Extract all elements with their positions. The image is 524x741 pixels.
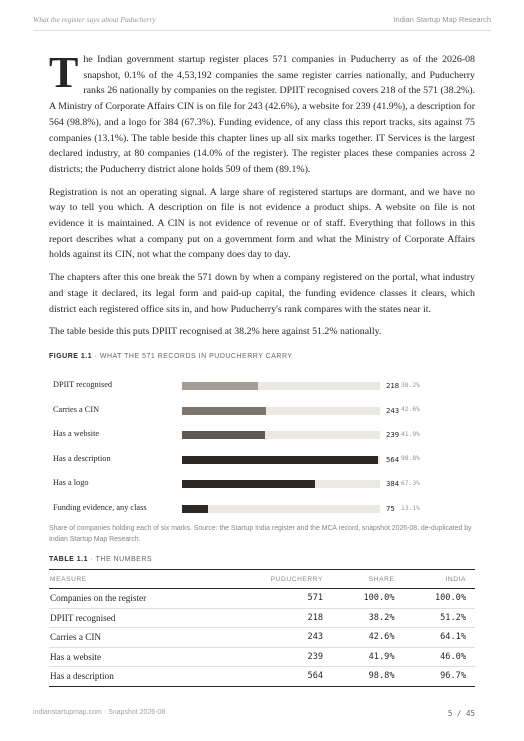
cell-share: 41.9% [332,647,403,667]
bar [182,480,315,488]
paragraph-4: The table beside this puts DPIIT recognised at 38.2% here against 51.2% nationally. [49,326,382,338]
bar-row [49,479,475,489]
cell-measure: Has a website [49,647,222,667]
cell-measure: Has a description [49,667,222,687]
cell-share: 98.8% [332,667,403,687]
bar-track [182,505,380,513]
drop-cap: T [49,48,79,97]
bar-count-label: 384 [386,479,400,489]
bar-count-label: 564 [386,454,400,464]
bar-percent-label: 38.2% [401,381,420,389]
cell-india: 100.0% [404,589,476,609]
cell-puducherry: 571 [222,589,332,609]
bar-label: Has a logo [53,478,89,488]
bar-track [182,407,380,415]
bar-row [49,504,475,514]
bar-percent-label: 67.3% [401,479,420,487]
bar-row [49,430,475,440]
bar-count-label: 218 [386,381,400,390]
bar-percent-label: 98.8% [401,455,420,463]
table-row [49,647,475,667]
bar-track [182,431,380,439]
cell-india: 46.0% [404,647,476,667]
bar [182,431,265,439]
bar-label: DPIIT recognised [53,380,113,389]
bar [182,456,378,464]
col-header-measure: MEASURE [49,570,222,589]
bar-row [49,406,475,416]
table-title: THE NUMBERS [95,556,153,563]
bar-count-label: 239 [386,430,400,440]
bar-track [182,456,380,464]
table-label: TABLE 1.1 · THE NUMBERS [49,556,153,563]
cell-measure: Companies on the register [49,589,222,609]
footer-source: indianstartupmap.com · Snapshot 2026-08 [33,709,166,716]
bar-label: Funding evidence, any class [53,503,147,512]
figure-caption: Share of companies holding each of six marks. Source: the Startup India register and the MCA record, snapshot 2026-08, de-duplicated by Indian Startup Map Research. [49,525,472,543]
bar-row [49,455,475,465]
cell-india: 64.1% [404,628,476,648]
bar-label: Carries a CIN [53,404,100,414]
cell-share: 38.2% [332,608,403,628]
col-header-share: SHARE [332,570,403,589]
page-number: 5 / 45 [447,709,475,718]
bar [182,382,258,390]
table-row [49,628,475,648]
bar [182,407,266,415]
bar-percent-label: 42.6% [401,406,420,414]
cell-measure: Carries a CIN [49,628,222,648]
paragraph-2: Registration is not an operating signal. A large share of registered startups are dormant, and we have no way to tell you which. A description on file is not evidence a product ships. A website on file is not evidence it is maintained. A CIN is not evidence of revenue or of staff. Everything that follows in this report describes what a company put on a government form and what the Ministry of Corporate Affairs holds against its CIN, not what the company does day to day. [49,186,475,261]
cell-measure: DPIIT recognised [49,608,222,628]
bar-row [49,381,475,391]
figure-number: FIGURE 1.1 [49,353,93,360]
bar-count-label: 75 [386,504,395,513]
cell-share: 100.0% [332,589,403,609]
cell-puducherry: 243 [222,628,332,648]
table-number: TABLE 1.1 [49,556,88,563]
bar-label: Has a description [53,453,111,463]
cell-india: 51.2% [404,608,476,628]
table-row [49,589,475,609]
col-header-puducherry: PUDUCHERRY [222,570,332,589]
table-header-row [49,570,475,589]
header-divider [33,30,491,31]
table-row [49,667,475,687]
cell-share: 42.6% [332,628,403,648]
chapter-body [49,48,475,347]
figure-label: FIGURE 1.1 · WHAT THE 571 RECORDS IN PUDUCHERRY CARRY [49,353,293,360]
running-header-publisher: Indian Startup Map Research [393,15,491,24]
marks-bar-chart [49,372,475,512]
cell-puducherry: 239 [222,647,332,667]
bar-label: Has a website [53,429,100,439]
cell-puducherry: 218 [222,608,332,628]
cell-india: 96.7% [404,667,476,687]
paragraph-1-text: he Indian government startup register places 571 companies in Puducherry as of the 2026-08 snapshot, 0.1% of the 4,53,192 companies the same register carries nationally, and Puducherry ranks 26 nationally by companies on the register. DPIIT recognised covers 218 of the 571 (38.2%). A Ministry of Corporate Affairs CIN is on file for 243 (42.6%), a website for 239 (41.9%), a description for 564 (98.8%), and a logo for 384 (67.3%). Funding evidence, of any class this report tracks, sits against 75 companies (13.1%). The table beside this chapter lines up all six marks together. IT Services is the largest declared industry, at 80 companies (14.0% of the register). The register places these companies across 2 districts; the Puducherry district alone holds 509 of them (89.1%). [49,54,475,175]
bar-track [182,382,380,390]
running-header [33,15,491,29]
col-header-india: INDIA [404,570,476,589]
bar-track [182,480,380,488]
bar-percent-label: 13.1% [401,504,420,512]
numbers-table [49,569,475,687]
bar [182,505,208,513]
table-row [49,608,475,628]
paragraph-1 [49,48,475,178]
bar-count-label: 243 [386,405,400,415]
cell-puducherry: 564 [222,667,332,687]
running-header-title: What the register says about Puducherry [33,15,156,24]
paragraph-3: The chapters after this one break the 571 down by when a company registered on the portal, what industry and stage it declared, its legal form and paid-up capital, the funding evidence classes it clears, which district each registered office sits in, and how Puducherry's rank compares with the states near it. [49,272,475,315]
bar-percent-label: 41.9% [401,430,420,438]
figure-title: WHAT THE 571 RECORDS IN PUDUCHERRY CARRY [99,353,293,360]
page-footer [33,709,475,718]
